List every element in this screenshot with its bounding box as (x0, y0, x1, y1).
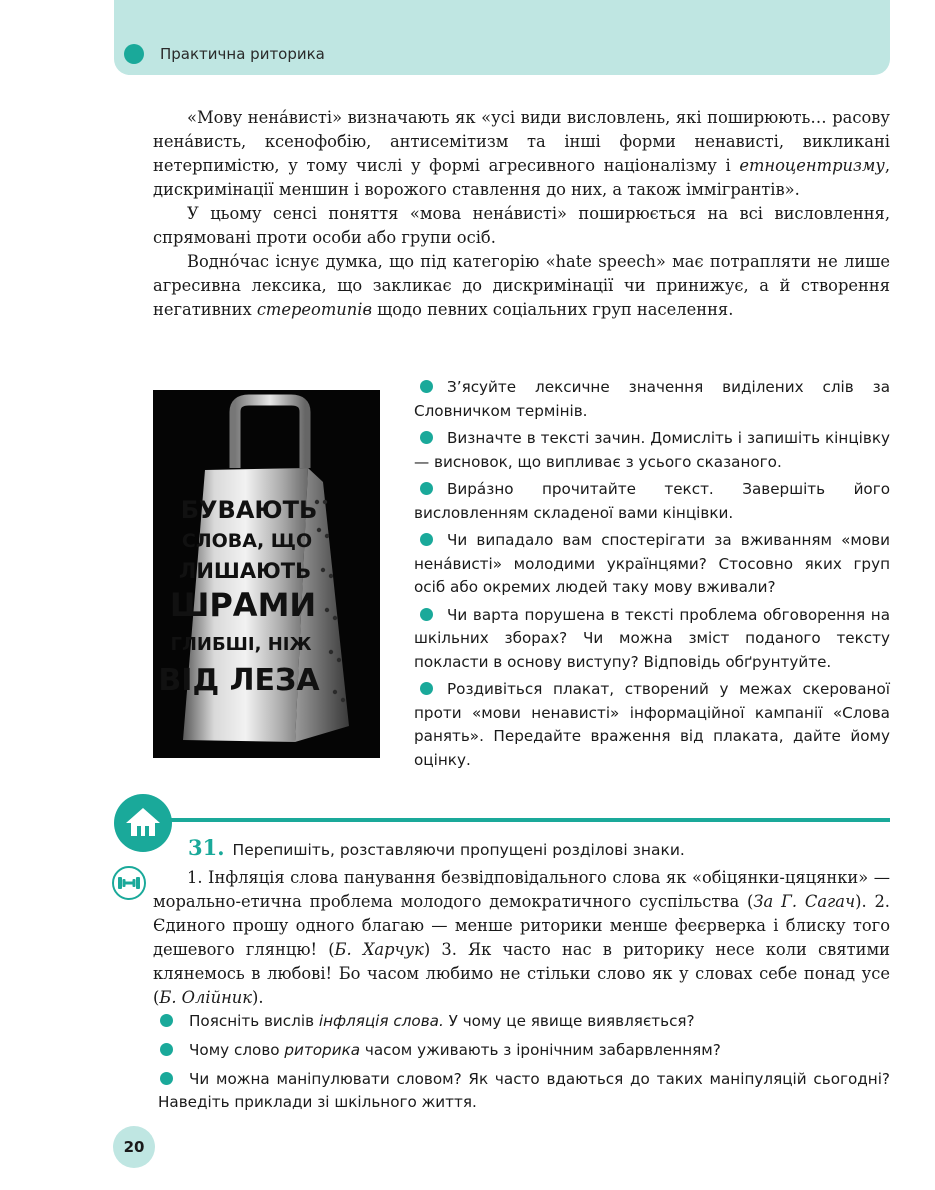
bullet-icon (420, 608, 433, 621)
list-item: Чи випадало вам спостерігати за вживанням «мови нена́висті» молодими українцями? Стосовно яких груп осіб або окремих людей таку мову вживали? (414, 531, 890, 596)
bullet-icon (420, 431, 433, 444)
home-icon (114, 794, 172, 852)
list-item: Роздивіться плакат, створений у межах скерованої проти «мови ненависті» інформаційної кампанії «Слова ранять». Передайте враження від плаката, дайте йому оцінку. (414, 680, 890, 769)
grater-image (153, 390, 380, 758)
questions-list (414, 376, 890, 776)
term-stereotypes: стереотипів (256, 300, 372, 319)
main-text (153, 106, 890, 322)
source-sahach: За Г. Сагач (753, 892, 856, 911)
term-ethnocentrism: етноцентризму (739, 156, 885, 175)
list-item: З’ясуйте лексичне значення виділених слів за Словничком термінів. (414, 378, 890, 420)
poster-line-4: ШРАМИ (169, 586, 317, 624)
exercise-heading (188, 836, 685, 862)
dumbbell-icon (112, 866, 146, 900)
paragraph-2: У цьому сенсі поняття «мова нена́висті» поширюється на всі висловлення, спрямовані проти особи або групи осіб. (153, 204, 890, 247)
section-title: Практична риторика (160, 45, 325, 63)
bullet-icon (420, 682, 433, 695)
list-item: Чи можна маніпулювати словом? Як часто вдаються до таких маніпуляцій сьогодні? Наведіть приклади зі шкільного життя. (158, 1070, 890, 1111)
source-kharchuk: Б. Харчук (334, 940, 424, 959)
poster-line-2: СЛОВА, ЩО (181, 530, 313, 552)
list-item: Чи варта порушена в тексті проблема обговорення на шкільних зборах? Чи можна зміст поданого тексту покласти в основу виступу? Відповідь обґрунтуйте. (414, 605, 890, 671)
paragraph-3: Водно́час існує думка, що під категорію «hate speech» має потрапляти не лише агресивна лексика, що закликає до дискримінації чи принижує, а й створення негативних стереотипів щодо певних соціальних груп населення. (153, 252, 890, 319)
exercise-number: 31. (188, 835, 225, 860)
paragraph-1: «Мову нена́висті» визначають як «усі види висловлень, які поширюють… расову нена́висть, ксенофобію, антисемітизм та інші форми ненависті, викликані нетерпимістю, у тому числі у формі агресивного націоналізму і етноцентризму, дискримінації меншин і ворожого ставлення до них, а також іммігрантів». (153, 108, 890, 199)
exercise-divider (160, 818, 890, 822)
bullet-icon (160, 1072, 173, 1085)
bullet-icon (420, 482, 433, 495)
poster-line-3: ЛИШАЮТЬ (178, 559, 312, 583)
exercise-instruction: Перепишіть, розставляючи пропущені розділові знаки. (232, 841, 685, 859)
list-item: Чому слово риторика часом уживають з іронічним забарвленням? (158, 1039, 890, 1062)
header-bullet-icon (124, 44, 144, 64)
list-item: Поясніть вислів інфляція слова. У чому це явище виявляється? (158, 1010, 890, 1033)
source-oliinyk: Б. Олійник (159, 988, 253, 1007)
poster-line-1: БУВАЮТЬ (180, 496, 318, 524)
page-number: 20 (113, 1126, 155, 1168)
exercise-questions (158, 1010, 890, 1120)
list-item: Визначте в тексті зачин. Домисліть і запишіть кінцівку — висновок, що випливає з усього сказаного. (414, 429, 890, 471)
bullet-icon (420, 380, 433, 393)
campaign-poster (153, 390, 380, 758)
exercise-text: 1. Інфляція слова панування безвідповідального слова як «обіцянки-цяцянки» — морально-етична проблема молодого демократичного суспільства (За Г. Сагач). 2. Єдиного прошу одного благаю — менше риторики менше феєрверка і блиску того дешевого глянцю! (Б. Харчук) 3. Як часто нас в риторику несе коли святими клянемось в любові! Бо часом любимо не стільки слово як у словах себе понад усе (Б. Олійник). (153, 868, 890, 1007)
page-header (114, 0, 890, 75)
bullet-icon (160, 1043, 173, 1056)
bullet-icon (160, 1014, 173, 1027)
list-item: Вира́зно прочитайте текст. Завершіть його висловленням складеної вами кінцівки. (414, 480, 890, 522)
poster-line-6: ВІД ЛЕЗА (158, 663, 320, 698)
poster-line-5: ГЛИБШІ, НІЖ (170, 634, 312, 655)
bullet-icon (420, 533, 433, 546)
